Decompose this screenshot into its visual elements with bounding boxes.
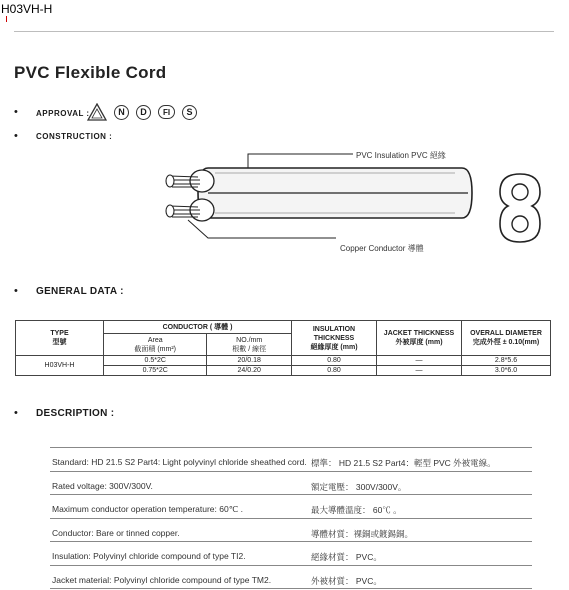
description-table	[50, 447, 532, 589]
warning-triangle-icon	[87, 103, 107, 121]
strand-header: NO./mm 根數 / 線徑	[207, 334, 292, 356]
bullet-icon: •	[14, 407, 18, 419]
overall-diameter-header: OVERALL DIAMETER 完成外徑 ± 0.10(mm)	[462, 321, 551, 356]
description-en: Maximum conductor operation temperature: 60℃ .	[52, 504, 243, 514]
description-zh: 額定電壓： 300V/300V。	[311, 481, 407, 492]
insulation-cell: 0.80	[292, 366, 377, 376]
bullet-icon: •	[14, 285, 18, 297]
strand-cell: 20/0.18	[207, 356, 292, 366]
description-en: Conductor: Bare or tinned copper.	[52, 527, 180, 538]
conductor-callout: Copper Conductor 導體	[340, 244, 424, 253]
general-data-label: GENERAL DATA :	[36, 286, 124, 297]
bullet-icon: •	[14, 106, 18, 118]
description-zh: 絕緣材質： PVC。	[311, 552, 382, 562]
cable-cross-section-drawing	[150, 142, 560, 254]
description-zh: 最大導體溫度： 60℃ 。	[311, 505, 402, 515]
insulation-header: INSULATION THICKNESS 絕緣厚度 (mm)	[292, 321, 377, 356]
description-zh: 標準： HD 21.5 S2 Part4：輕型 PVC 外被電線。	[311, 458, 496, 468]
table-row	[16, 356, 551, 366]
description-en: Insulation: Polyvinyl chloride compound of type TI2.	[52, 551, 246, 561]
description-en: Jacket material: Polyvinyl chloride compound of type TM2.	[52, 574, 272, 585]
model-header: H03VH-H	[1, 2, 53, 16]
header-divider	[14, 31, 554, 32]
conductor-header: CONDUCTOR ( 導體 )	[104, 321, 292, 334]
list-item	[50, 566, 532, 590]
red-marker	[6, 16, 7, 22]
jacket-cell: —	[377, 366, 462, 376]
list-item	[50, 542, 532, 566]
approval-mark-fi: FI	[158, 105, 175, 119]
approval-mark-n: N	[114, 105, 129, 120]
insulation-callout: PVC Insulation PVC 絕緣	[356, 151, 446, 160]
approval-label: APPROVAL :	[36, 109, 90, 118]
construction-label: CONSTRUCTION :	[36, 132, 113, 141]
strand-cell: 24/0.20	[207, 366, 292, 376]
type-header: TYPE 型號	[16, 321, 104, 356]
jacket-header: JACKET THICKNESS 外被厚度 (mm)	[377, 321, 462, 356]
type-cell: H03VH-H	[16, 356, 104, 376]
overall-cell: 3.0*6.0	[462, 366, 551, 376]
list-item	[50, 519, 532, 543]
description-zh: 導體材質：裸銅或鍍錫銅。	[311, 528, 414, 539]
approval-mark-d: D	[136, 105, 151, 120]
list-item	[50, 472, 532, 496]
area-cell: 0.5*2C	[104, 356, 207, 366]
approval-mark-s: S	[182, 105, 197, 120]
area-cell: 0.75*2C	[104, 366, 207, 376]
list-item	[50, 448, 532, 472]
approval-marks	[87, 103, 197, 121]
list-item	[50, 495, 532, 519]
description-en: Standard: HD 21.5 S2 Part4: Light polyvinyl chloride sheathed cord.	[52, 457, 307, 467]
description-en: Rated voltage: 300V/300V.	[52, 480, 153, 491]
area-header: Area 截面積 (mm²)	[104, 334, 207, 356]
description-zh: 外被材質： PVC。	[311, 575, 382, 586]
jacket-cell: —	[377, 356, 462, 366]
description-label: DESCRIPTION :	[36, 408, 115, 419]
general-data-table	[15, 320, 551, 376]
page-title: PVC Flexible Cord	[14, 63, 167, 82]
overall-cell: 2.8*5.6	[462, 356, 551, 366]
insulation-cell: 0.80	[292, 356, 377, 366]
bullet-icon: •	[14, 130, 18, 142]
